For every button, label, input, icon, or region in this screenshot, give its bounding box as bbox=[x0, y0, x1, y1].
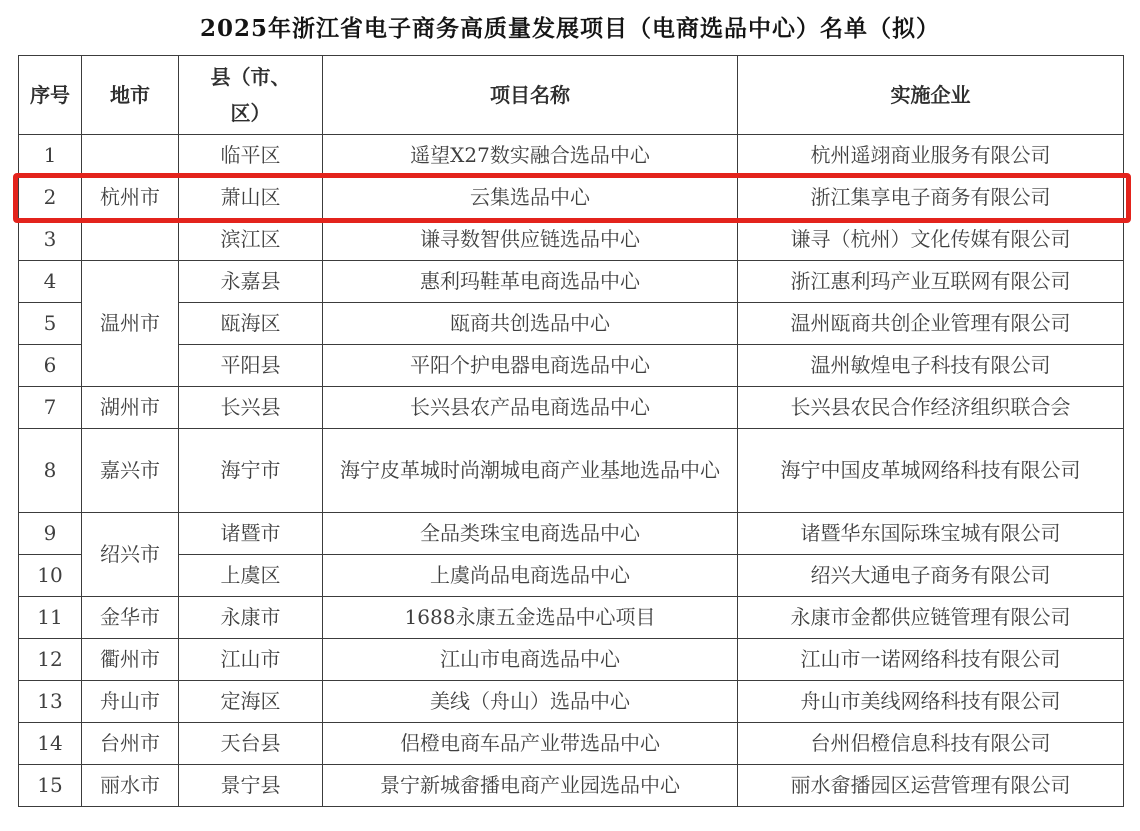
row-index-cell: 11 bbox=[19, 597, 82, 639]
city-cell: 舟山市 bbox=[82, 681, 179, 723]
project-name-cell: 遥望X27数实融合选品中心 bbox=[323, 135, 738, 177]
city-cell: 湖州市 bbox=[82, 387, 179, 429]
table-row bbox=[19, 345, 1124, 387]
company-cell: 温州敏煌电子科技有限公司 bbox=[738, 345, 1124, 387]
col-header-city: 地市 bbox=[82, 56, 179, 135]
company-cell: 绍兴大通电子商务有限公司 bbox=[738, 555, 1124, 597]
project-name-cell: 全品类珠宝电商选品中心 bbox=[323, 513, 738, 555]
row-index-cell: 6 bbox=[19, 345, 82, 387]
table-row bbox=[19, 261, 1124, 303]
company-cell: 海宁中国皮革城网络科技有限公司 bbox=[738, 429, 1124, 513]
company-cell: 永康市金都供应链管理有限公司 bbox=[738, 597, 1124, 639]
table-row bbox=[19, 429, 1124, 513]
company-cell: 浙江集享电子商务有限公司 bbox=[738, 177, 1124, 219]
city-cell: 杭州市 bbox=[82, 135, 179, 261]
project-name-cell: 云集选品中心 bbox=[323, 177, 738, 219]
row-index-cell: 13 bbox=[19, 681, 82, 723]
table-row bbox=[19, 177, 1124, 219]
table-row bbox=[19, 303, 1124, 345]
project-name-cell: 美线（舟山）选品中心 bbox=[323, 681, 738, 723]
row-index-cell: 8 bbox=[19, 429, 82, 513]
county-cell: 诸暨市 bbox=[179, 513, 323, 555]
projects-table bbox=[18, 55, 1124, 807]
county-cell: 定海区 bbox=[179, 681, 323, 723]
row-index-cell: 15 bbox=[19, 765, 82, 807]
county-cell: 萧山区 bbox=[179, 177, 323, 219]
table-row bbox=[19, 639, 1124, 681]
city-cell: 衢州市 bbox=[82, 639, 179, 681]
table-row bbox=[19, 135, 1124, 177]
company-cell: 诸暨华东国际珠宝城有限公司 bbox=[738, 513, 1124, 555]
col-header-project: 项目名称 bbox=[323, 56, 738, 135]
county-cell: 平阳县 bbox=[179, 345, 323, 387]
project-name-cell: 上虞尚品电商选品中心 bbox=[323, 555, 738, 597]
county-cell: 永康市 bbox=[179, 597, 323, 639]
county-cell: 瓯海区 bbox=[179, 303, 323, 345]
company-cell: 丽水畲播园区运营管理有限公司 bbox=[738, 765, 1124, 807]
row-index-cell: 12 bbox=[19, 639, 82, 681]
project-name-cell: 惠利玛鞋革电商选品中心 bbox=[323, 261, 738, 303]
row-index-cell: 7 bbox=[19, 387, 82, 429]
col-header-index: 序号 bbox=[19, 56, 82, 135]
city-cell: 丽水市 bbox=[82, 765, 179, 807]
county-cell: 景宁县 bbox=[179, 765, 323, 807]
table-row bbox=[19, 597, 1124, 639]
project-name-cell: 江山市电商选品中心 bbox=[323, 639, 738, 681]
company-cell: 杭州遥翊商业服务有限公司 bbox=[738, 135, 1124, 177]
row-index-cell: 4 bbox=[19, 261, 82, 303]
table-row bbox=[19, 513, 1124, 555]
header-row bbox=[19, 56, 1124, 135]
col-header-county-label: 县（市、区） bbox=[210, 65, 291, 125]
table-row bbox=[19, 723, 1124, 765]
project-name-cell: 长兴县农产品电商选品中心 bbox=[323, 387, 738, 429]
company-cell: 温州瓯商共创企业管理有限公司 bbox=[738, 303, 1124, 345]
row-index-cell: 1 bbox=[19, 135, 82, 177]
project-name-cell: 谦寻数智供应链选品中心 bbox=[323, 219, 738, 261]
project-name-cell: 平阳个护电器电商选品中心 bbox=[323, 345, 738, 387]
company-cell: 谦寻（杭州）文化传媒有限公司 bbox=[738, 219, 1124, 261]
county-cell: 上虞区 bbox=[179, 555, 323, 597]
company-cell: 舟山市美线网络科技有限公司 bbox=[738, 681, 1124, 723]
county-cell: 滨江区 bbox=[179, 219, 323, 261]
table-row bbox=[19, 555, 1124, 597]
row-index-cell: 3 bbox=[19, 219, 82, 261]
county-cell: 临平区 bbox=[179, 135, 323, 177]
project-name-cell: 侣橙电商车品产业带选品中心 bbox=[323, 723, 738, 765]
table-body bbox=[19, 135, 1124, 807]
city-cell: 嘉兴市 bbox=[82, 429, 179, 513]
city-cell: 台州市 bbox=[82, 723, 179, 765]
col-header-company: 实施企业 bbox=[738, 56, 1124, 135]
county-cell: 长兴县 bbox=[179, 387, 323, 429]
county-cell: 海宁市 bbox=[179, 429, 323, 513]
row-index-cell: 2 bbox=[19, 177, 82, 219]
city-cell: 温州市 bbox=[82, 261, 179, 387]
row-index-cell: 5 bbox=[19, 303, 82, 345]
company-cell: 台州侣橙信息科技有限公司 bbox=[738, 723, 1124, 765]
county-cell: 天台县 bbox=[179, 723, 323, 765]
page-title: 2025年浙江省电子商务高质量发展项目（电商选品中心）名单（拟） bbox=[199, 15, 940, 42]
company-cell: 长兴县农民合作经济组织联合会 bbox=[738, 387, 1124, 429]
table-row bbox=[19, 219, 1124, 261]
city-cell: 绍兴市 bbox=[82, 513, 179, 597]
county-cell: 江山市 bbox=[179, 639, 323, 681]
company-cell: 浙江惠利玛产业互联网有限公司 bbox=[738, 261, 1124, 303]
company-cell: 江山市一诺网络科技有限公司 bbox=[738, 639, 1124, 681]
project-name-cell: 1688永康五金选品中心项目 bbox=[323, 597, 738, 639]
table-header bbox=[19, 56, 1124, 135]
project-name-cell: 海宁皮革城时尚潮城电商产业基地选品中心 bbox=[323, 429, 738, 513]
table-row bbox=[19, 387, 1124, 429]
row-index-cell: 10 bbox=[19, 555, 82, 597]
row-index-cell: 14 bbox=[19, 723, 82, 765]
col-header-county bbox=[179, 56, 323, 135]
project-name-cell: 瓯商共创选品中心 bbox=[323, 303, 738, 345]
table-row bbox=[19, 681, 1124, 723]
project-name-cell: 景宁新城畲播电商产业园选品中心 bbox=[323, 765, 738, 807]
table-row bbox=[19, 765, 1124, 807]
county-cell: 永嘉县 bbox=[179, 261, 323, 303]
row-index-cell: 9 bbox=[19, 513, 82, 555]
city-cell: 金华市 bbox=[82, 597, 179, 639]
